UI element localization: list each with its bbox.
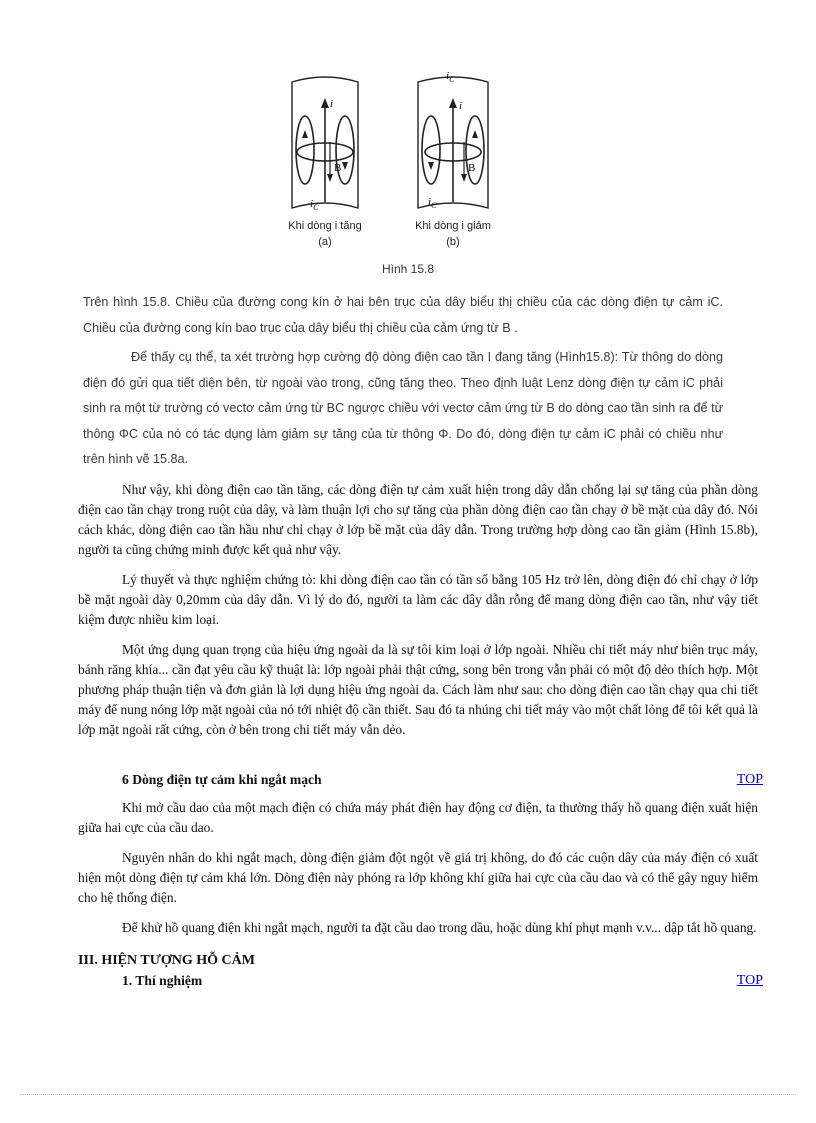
paragraph: Khi mở cầu dao của một mạch điện có chứa máy phát điện hay động cơ điện, ta thường thấy hồ quang điện xuất hiện giữa hai cực của cầu dao. [78,800,758,835]
figure-a-caption-letter: (a) [318,236,332,248]
figure-a-current-label: i [330,98,334,110]
paragraph: Lý thuyết và thực nghiệm chứng tỏ: khi dòng điện cao tần có tần số bằng 105 Hz trở lên, dòng điện đó chỉ chạy ở lớp bề mặt ngoài dày 0,20mm của dây dẫn. Vì lý do đó, người ta làm các dây dẫn rỗng để mang dòng điện cao tần, như vậy tiết kiệm được nhiều kim loại. [78,572,758,627]
figure-a-b-label: B [334,162,342,174]
page-bottom-divider [20,1094,796,1095]
wire-current-decreasing-diagram [398,70,508,220]
body-section-circuit-break [78,798,758,948]
wire-current-increasing-diagram [270,70,380,220]
figure-title: Hình 15.8 [381,262,435,276]
subsection-heading-1: 1. Thí nghiệm [122,973,203,988]
figure-b-caption-letter: (b) [446,236,460,248]
chapter-heading-iii: III. HIỆN TƯỢNG HỖ CẢM [78,953,255,968]
figure-a-caption: Khi dòng i tăng [288,220,362,232]
paragraph: Một ứng dụng quan trọng của hiệu ứng ngoài da là sự tôi kim loại ở lớp ngoài. Nhiều chi tiết máy như biên trục máy, bánh răng khía... cần đạt yêu cầu kỹ thuật là: lớp ngoài phải thật cứng, song bên trong vẫn phải có một độ dẻo thích hợp. Một phương pháp thuận tiện và đơn giản là lợi dụng hiệu ứng ngoài da. Cách làm như sau: cho dòng điện cao tần chạy qua chi tiết máy để nung nóng lớp mặt ngoài của nó tới nhiệt độ cần thiết. Sau đó ta nhúng chi tiết máy vào một chất lỏng để tôi kết quả là lớp mặt ngoài rất cứng, còn ở bên trong chi tiết máy vẫn dẻo. [78,642,758,737]
figure-panel-a [270,70,380,255]
section-heading-6: 6 Dòng điện tự cảm khi ngắt mạch [122,772,322,787]
figure-b-current-label: i [459,100,463,112]
figure-b-ic-bottom-label: $i_C$ [428,196,437,211]
figure-b-ic-top-label: $i_C$ [446,70,455,85]
paragraph: Nguyên nhân do khi ngắt mạch, dòng điện giảm đột ngột về giá trị không, do đó các cuộn dây của máy điện có xuất hiện một dòng điện tự cảm khá lớn. Dòng điện này phóng ra lớp không khí giữa hai cực của cầu dao và có thể gây nguy hiểm cho hệ thống điện. [78,850,758,905]
figure-a-ic-label: $i_C$ [310,198,319,213]
top-link[interactable]: TOP [736,772,763,787]
paragraph: Để khử hồ quang điện khi ngắt mạch, người ta đặt cầu dao trong dầu, hoặc dùng khí phụt mạnh v.v... dập tắt hồ quang. [122,920,757,935]
figure-b-caption: Khi dòng i giảm [415,220,491,232]
figure-15-8 [270,70,510,255]
top-link[interactable]: TOP [736,973,763,988]
increasing-current-para: Để thấy cụ thể, ta xét trường hợp cường độ dòng điện cao tần I đang tăng (Hình15.8): Từ thông do dòng điện đó gửi qua tiết diện bên, từ ngoài vào trong, cũng tăng theo. Theo định luật Lenz dòng điện tự cảm iC phải sinh ra một từ trường có vectơ cảm ứng từ BC ngược chiều với vectơ cảm ứng từ B do dòng cao tần sinh ra để từ thông ΦC của nó có tác dụng làm giảm sự tăng của từ thông Φ. Do đó, dòng điện tự cảm iC phải có chiều như trên hình vẽ 15.8a. [83,350,723,466]
body-section-skin-effect [78,480,758,750]
figure-explanation [83,290,723,341]
paragraph: Như vậy, khi dòng điện cao tần tăng, các dòng điện tự cảm xuất hiện trong dây dẫn chống lại sự tăng của phần dòng điện cao tần chạy trong ruột của dây, và làm thuận lợi cho sự tăng của phần dòng điện cao tần chạy ở bề mặt của dây đó. Nói cách khác, dòng điện cao tần hầu như chỉ chạy ở lớp bề mặt của dây dẫn. Trong trường hợp dòng cao tần giảm (Hình 15.8b), người ta cũng chứng minh được kết quả như vậy. [78,482,758,557]
figure-explanation-para-1: Trên hình 15.8. Chiều của đường cong kín ở hai bên trục của dây biểu thị chiều của các dòng điện tự cảm iC. Chiều của đường cong kín bao trục của dây biểu thị chiều của cảm ứng từ B . [83,295,723,335]
figure-b-b-label: B [468,162,476,174]
increasing-current-explanation [83,345,723,473]
figure-panel-b [398,70,508,255]
